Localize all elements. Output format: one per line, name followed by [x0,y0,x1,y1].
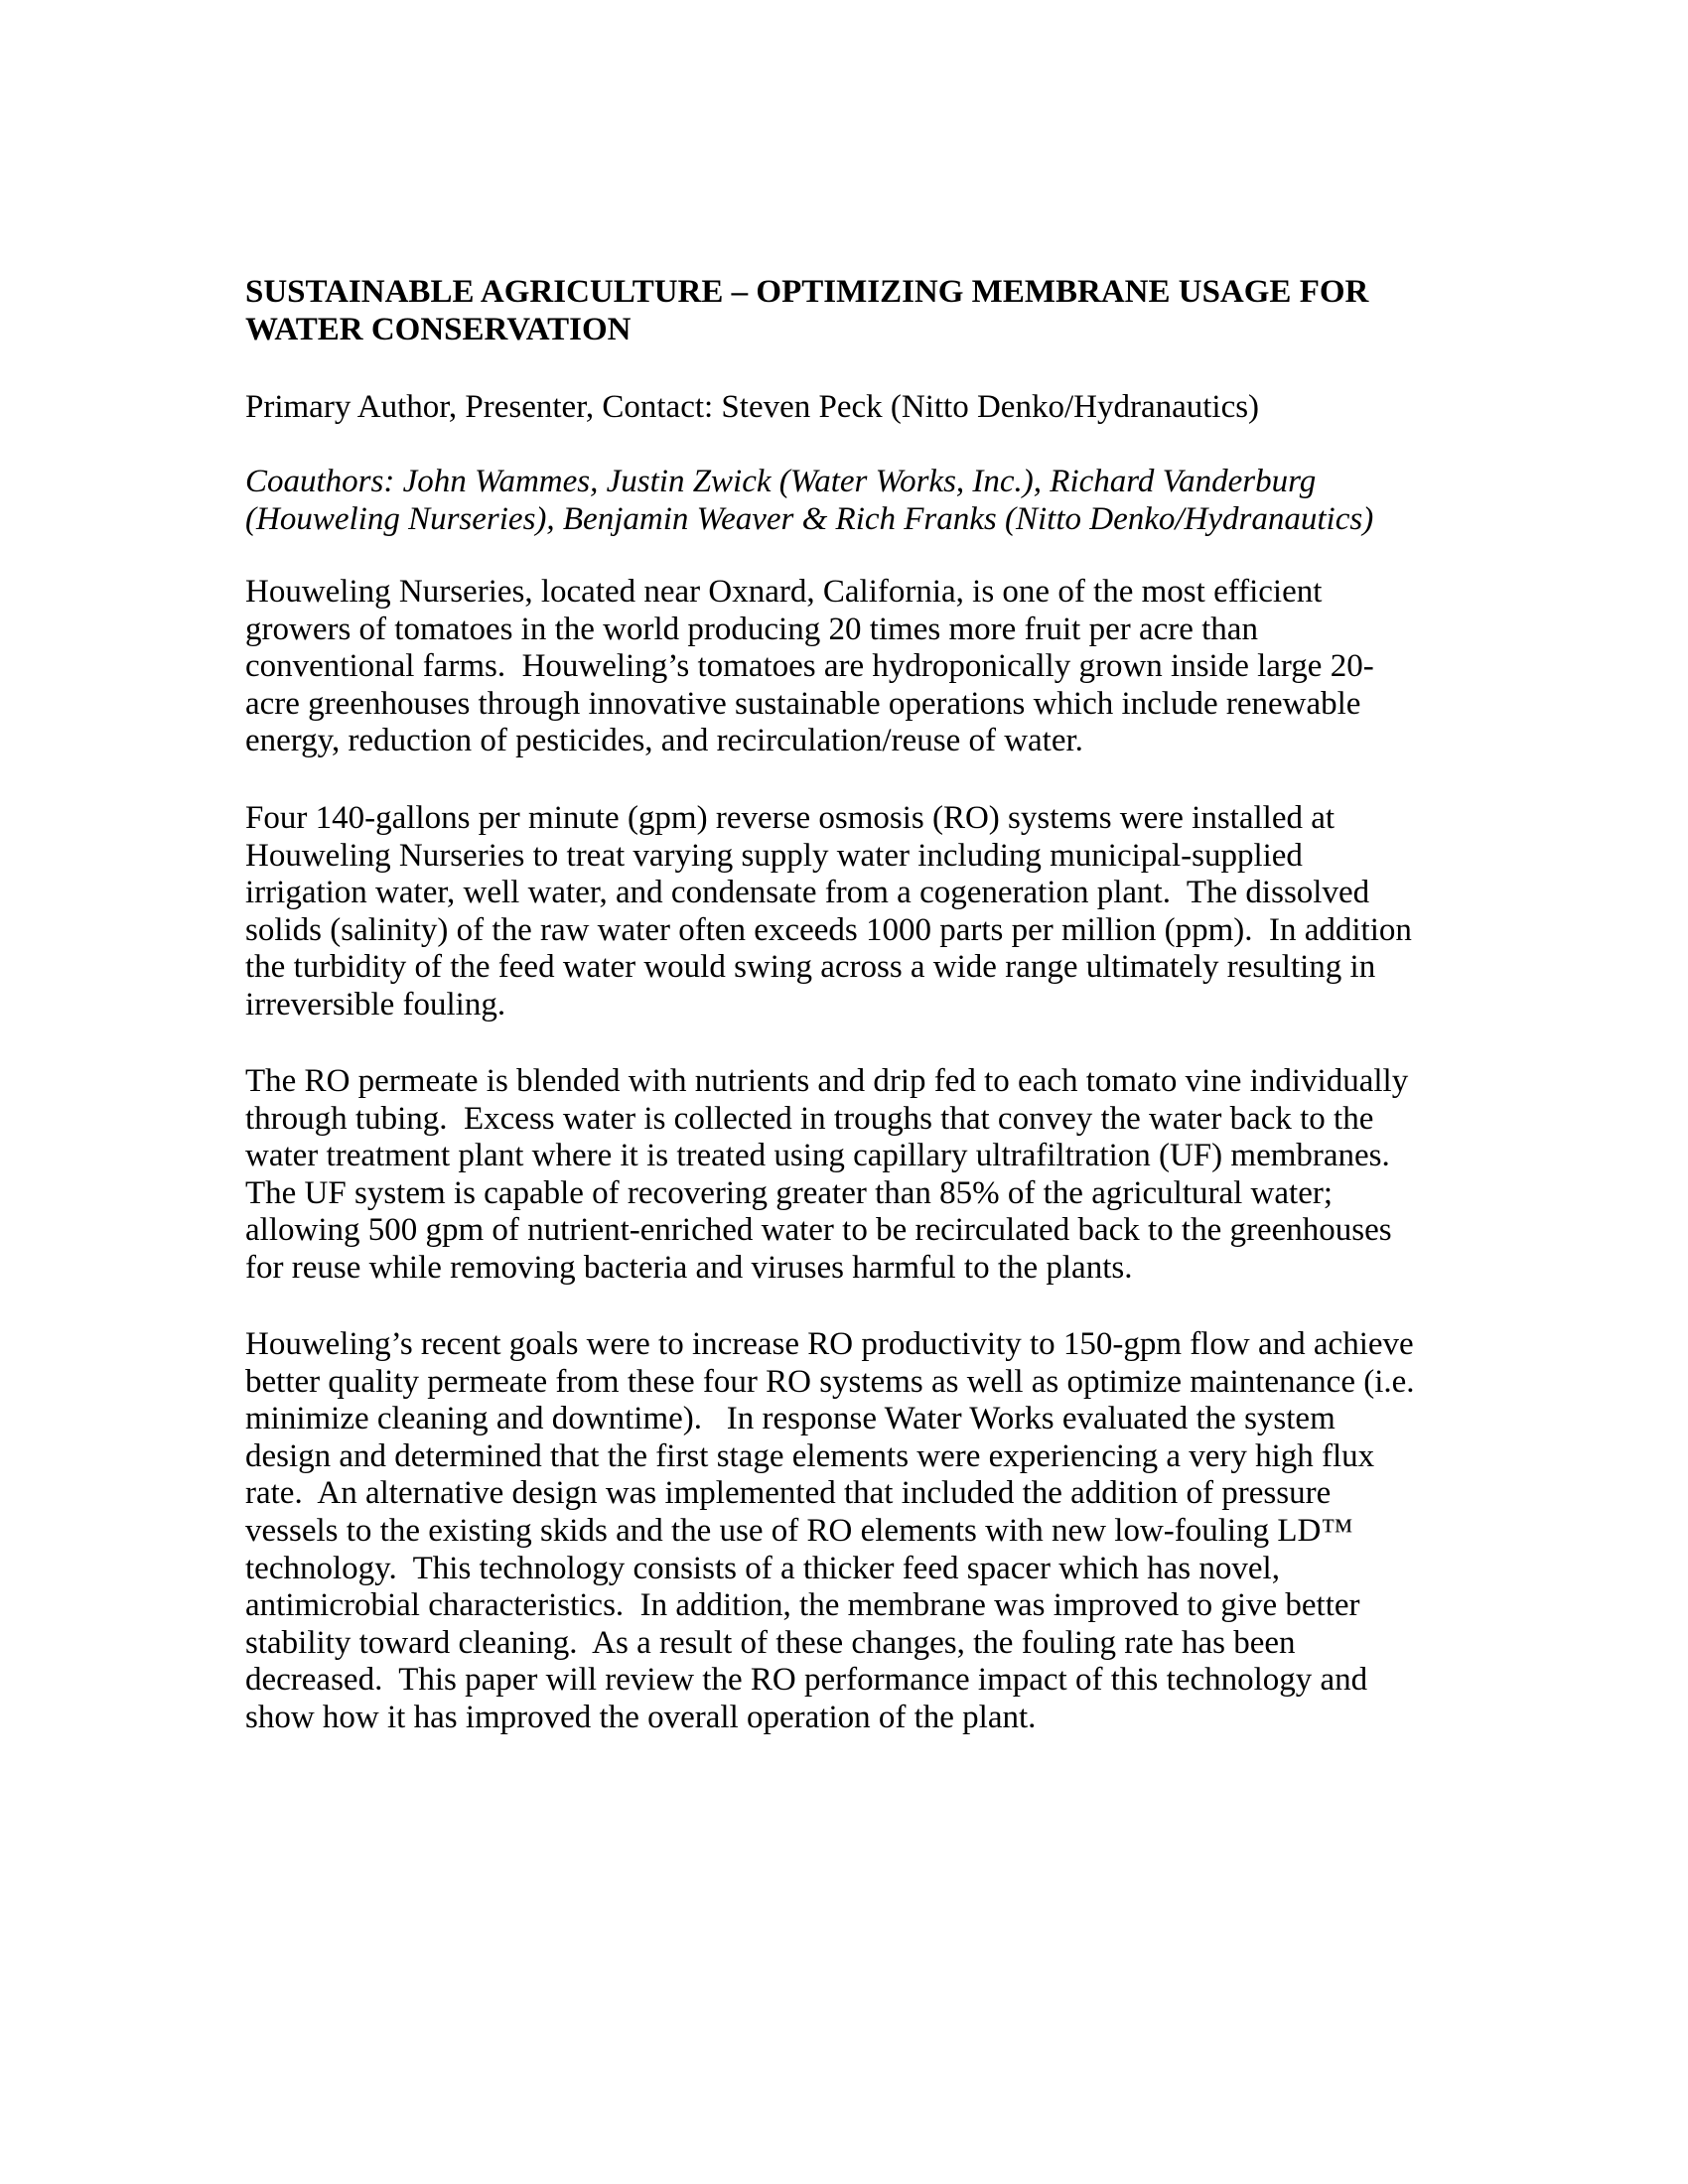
paragraph-line: vessels to the existing skids and the use of RO elements with new low-fouling LD™ [245,1512,1353,1549]
paragraph-line: decreased. This paper will review the RO performance impact of this technology and [245,1662,1368,1699]
paragraph-line: solids (salinity) of the raw water often exceeds 1000 parts per million (ppm). In addition [245,911,1412,948]
paragraph-line: Four 140-gallons per minute (gpm) reverse osmosis (RO) systems were installed at [245,800,1336,836]
primary-author-line: Primary Author, Presenter, Contact: Steven Peck (Nitto Denko/Hydranautics) [245,389,1260,425]
paragraph-line: better quality permeate from these four RO systems as well as optimize maintenance (i.e. [245,1363,1415,1400]
coauthors [245,464,1486,538]
paragraph-line: growers of tomatoes in the world producing 20 times more fruit per acre than [245,611,1258,647]
paragraph-line: allowing 500 gpm of nutrient-enriched water to be recirculated back to the greenhouses [245,1212,1392,1249]
paragraph-line: Houweling Nurseries, located near Oxnard, California, is one of the most efficient [245,574,1323,610]
paragraph-line: The UF system is capable of recovering greater than 85% of the agricultural water; [245,1174,1333,1211]
paragraph-line: the turbidity of the feed water would swing across a wide range ultimately resulting in [245,949,1376,986]
paragraph-line: through tubing. Excess water is collected in troughs that convey the water back to the [245,1100,1374,1137]
paragraph-intro [245,574,1486,760]
paragraph-line: conventional farms. Houweling’s tomatoes are hydroponically grown inside large 20- [245,648,1374,685]
paragraph-line: show how it has improved the overall operation of the plant. [245,1699,1037,1735]
paragraph-line: The RO permeate is blended with nutrients and drip fed to each tomato vine individually [245,1063,1409,1099]
paragraph-line: energy, reduction of pesticides, and recirculation/reuse of water. [245,723,1083,759]
coauthors-line: Coauthors: John Wammes, Justin Zwick (Water Works, Inc.), Richard Vanderburg [245,464,1317,499]
paragraph-line: rate. An alternative design was implemented that included the addition of pressure [245,1475,1332,1512]
paragraph-line: Houweling’s recent goals were to increase RO productivity to 150-gpm flow and achieve [245,1326,1414,1362]
paragraph-line: stability toward cleaning. As a result of these changes, the fouling rate has been [245,1624,1296,1661]
title-line: WATER CONSERVATION [245,311,632,347]
paragraph-ro-systems [245,800,1486,1024]
paragraph-uf-recovery [245,1063,1486,1288]
paragraph-line: technology. This technology consists of a thicker feed spacer which has novel, [245,1550,1280,1586]
paper-title [245,274,1486,348]
title-line: SUSTAINABLE AGRICULTURE – OPTIMIZING MEMBRANE USAGE FOR [245,274,1369,310]
paragraph-line: irreversible fouling. [245,986,506,1023]
paragraph-line: antimicrobial characteristics. In addition, the membrane was improved to give better [245,1587,1360,1624]
paragraph-line: for reuse while removing bacteria and viruses harmful to the plants. [245,1249,1133,1286]
paragraph-line: irrigation water, well water, and condensate from a cogeneration plant. The dissolved [245,875,1370,911]
paragraph-line: minimize cleaning and downtime). In response Water Works evaluated the system [245,1401,1336,1437]
paragraph-line: design and determined that the first stage elements were experiencing a very high flux [245,1437,1375,1474]
paragraph-line: water treatment plant where it is treated using capillary ultrafiltration (UF) membranes. [245,1138,1390,1174]
coauthors-line: (Houweling Nurseries), Benjamin Weaver & Rich Franks (Nitto Denko/Hydranautics) [245,500,1374,537]
primary-author [245,389,1486,427]
paragraph-line: acre greenhouses through innovative sustainable operations which include renewable [245,685,1361,722]
paragraph-line: Houweling Nurseries to treat varying supply water including municipal-supplied [245,837,1303,874]
paragraph-goals [245,1326,1486,1737]
